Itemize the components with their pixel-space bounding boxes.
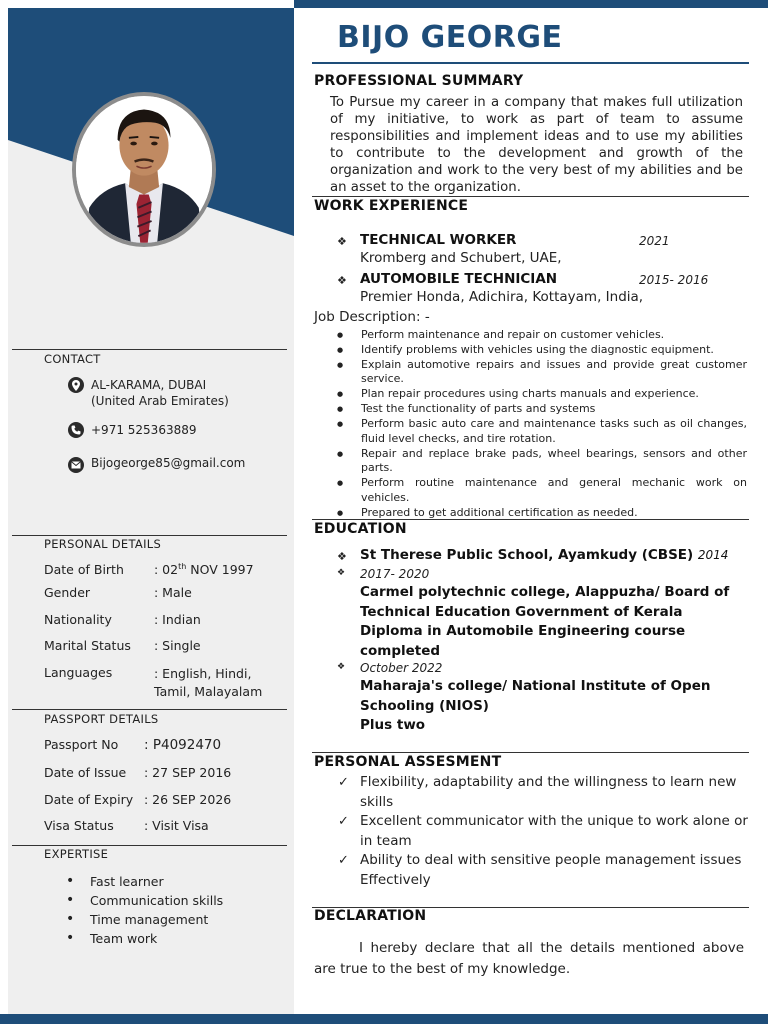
contact-rule: [12, 349, 287, 350]
passport-number-label: Passport No: [44, 737, 119, 752]
dob-value: : 02th NOV 1997: [154, 562, 254, 578]
contact-phone: [68, 422, 197, 438]
passport-number-row: [44, 737, 221, 753]
name-rule: [312, 62, 749, 64]
marital-value: : Single: [154, 638, 201, 653]
gender-row: [44, 585, 192, 600]
work-rule: [312, 196, 749, 197]
issue-value: : 27 SEP 2016: [144, 765, 232, 780]
nationality-row: [44, 612, 201, 627]
list-item: ● Identify problems with vehicles using the diagnostic equipment.: [336, 343, 747, 357]
languages-label: Languages: [44, 665, 113, 680]
bottom-accent-bar: [0, 1014, 768, 1024]
person-photo-icon: [76, 96, 212, 243]
list-item: ● Perform basic auto care and maintenance tasks such as oil changes, fluid level checks, and tire rotation.: [336, 417, 747, 446]
profile-photo: [72, 92, 216, 247]
education-poly-date: 2017- 2020: [360, 567, 430, 581]
personal-rule: [12, 535, 287, 536]
list-item: ● Perform maintenance and repair on customer vehicles.: [336, 328, 747, 342]
job-title-2: AUTOMOBILE TECHNICIAN: [360, 271, 558, 287]
list-item: ● Plan repair procedures using charts manuals and experience.: [336, 387, 747, 401]
expiry-label: Date of Expiry: [44, 792, 134, 807]
candidate-name: BIJO GEORGE: [337, 20, 563, 55]
duties-list: [336, 328, 747, 521]
contact-email: [68, 455, 245, 473]
phone-number[interactable]: +971 525363889: [91, 423, 197, 437]
dob-row: [44, 562, 254, 577]
address-line-2: (United Arab Emirates): [91, 394, 229, 408]
job-date-2: 2015- 2016: [639, 273, 709, 287]
address-line-1: AL-KARAMA, DUBAI: [91, 378, 207, 392]
issue-row: [44, 765, 231, 780]
list-item: ✓ Excellent communicator with the unique to work alone or in team: [338, 812, 748, 851]
nationality-value: : Indian: [154, 612, 201, 627]
list-item: ● Perform routine maintenance and general mechanic work on vehicles.: [336, 476, 747, 505]
expiry-row: [44, 792, 231, 807]
gender-value: : Male: [154, 585, 192, 600]
phone-icon: [68, 422, 84, 438]
work-heading: WORK EXPERIENCE: [314, 198, 469, 214]
personal-heading: PERSONAL DETAILS: [44, 537, 162, 551]
list-item: • Fast learner: [66, 872, 223, 891]
diamond-bullet-icon: ❖: [337, 274, 347, 287]
expertise-heading: EXPERTISE: [44, 847, 109, 861]
passport-heading: PASSPORT DETAILS: [44, 712, 159, 726]
list-item: ✓ Flexibility, adaptability and the willingness to learn new skills: [338, 773, 748, 812]
expertise-rule: [12, 845, 287, 846]
job-company-2: Premier Honda, Adichira, Kottayam, India,: [360, 289, 644, 305]
contact-address: [68, 377, 229, 409]
expertise-list: [66, 872, 223, 948]
visa-row: [44, 818, 209, 833]
declaration-heading: DECLARATION: [314, 908, 427, 924]
assessment-heading: PERSONAL ASSESMENT: [314, 754, 502, 770]
contact-heading: CONTACT: [44, 352, 101, 366]
summary-heading: PROFESSIONAL SUMMARY: [314, 73, 524, 89]
education-school: St Therese Public School, Ayamkudy (CBSE) 2014: [360, 547, 729, 563]
list-item: ✓ Ability to deal with sensitive people management issues Effectively: [338, 851, 748, 890]
education-rule: [312, 519, 749, 520]
nationality-label: Nationality: [44, 612, 112, 627]
marital-label: Marital Status: [44, 638, 131, 653]
issue-label: Date of Issue: [44, 765, 127, 780]
list-item: • Team work: [66, 929, 223, 948]
job-description-label: Job Description: -: [314, 309, 430, 325]
passport-number-value: : P4092470: [144, 737, 222, 753]
languages-value: : English, Hindi, Tamil, Malayalam: [154, 666, 263, 699]
list-item: • Time management: [66, 910, 223, 929]
list-item: ● Prepared to get additional certification as needed.: [336, 506, 747, 520]
visa-value: : Visit Visa: [144, 818, 209, 833]
declaration-text: I hereby declare that all the details mentioned above are true to the best of my knowledge.: [314, 940, 744, 977]
location-icon: [68, 377, 84, 393]
education-nios-date: October 2022: [360, 661, 443, 675]
top-accent-bar: [294, 0, 768, 8]
email-icon: [68, 457, 84, 473]
diamond-bullet-icon: ❖: [337, 662, 346, 672]
list-item: • Communication skills: [66, 891, 223, 910]
diamond-bullet-icon: ❖: [337, 568, 346, 578]
education-poly: Carmel polytechnic college, Alappuzha/ Board of Technical Education Government of Kerala Diploma in Automobile Engineering course completed: [360, 584, 730, 659]
job-company-1: Kromberg and Schubert, UAE,: [360, 250, 562, 266]
education-nios: Maharaja's college/ National Institute of Open Schooling (NIOS) Plus two: [360, 678, 711, 733]
diamond-bullet-icon: ❖: [337, 550, 347, 563]
expiry-value: : 26 SEP 2026: [144, 792, 232, 807]
languages-row: [44, 665, 262, 701]
job-date-1: 2021: [639, 234, 670, 248]
job-title-1: TECHNICAL WORKER: [360, 232, 517, 248]
gender-label: Gender: [44, 585, 91, 600]
passport-rule: [12, 709, 287, 710]
education-heading: EDUCATION: [314, 521, 407, 537]
visa-label: Visa Status: [44, 818, 114, 833]
list-item: ● Repair and replace brake pads, wheel bearings, sensors and other parts.: [336, 447, 747, 476]
list-item: ● Test the functionality of parts and systems: [336, 402, 747, 416]
list-item: ● Explain automotive repairs and issues and provide great customer service.: [336, 358, 747, 387]
marital-row: [44, 638, 201, 653]
assessment-rule: [312, 752, 749, 753]
email-address[interactable]: Bijogeorge85@gmail.com: [91, 456, 246, 470]
assessment-list: [338, 773, 748, 890]
summary-text: To Pursue my career in a company that makes full utilization of my initiative, to work as part of team to assume responsibilities and implement ideas and to use my abilities to contribute to the development and growth of the organization and work to the very best of my abilities and be an asset to the organization.: [330, 95, 743, 195]
diamond-bullet-icon: ❖: [337, 235, 347, 248]
dob-label: Date of Birth: [44, 562, 124, 577]
